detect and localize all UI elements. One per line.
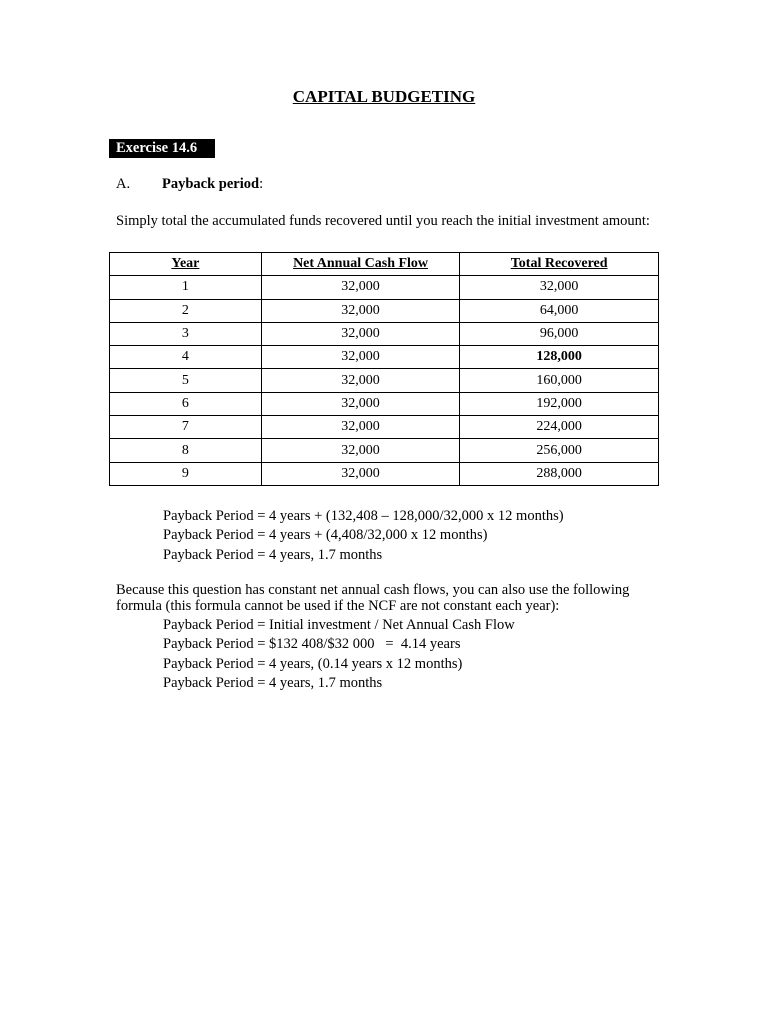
section-name: Payback period — [162, 176, 260, 192]
column-header-year: Year — [110, 253, 262, 276]
year-cell: 3 — [110, 322, 262, 345]
total-recovered-cell: 288,000 — [460, 462, 659, 485]
formula-line: Payback Period = 4 years, (0.14 years x 12 months) — [163, 655, 463, 672]
column-header-total-recovered: Total Recovered — [460, 253, 659, 276]
cash-flow-cell: 32,000 — [261, 346, 460, 369]
section-heading — [116, 175, 263, 193]
table-row — [110, 416, 659, 439]
table-row — [110, 299, 659, 322]
table-row — [110, 276, 659, 299]
year-cell: 7 — [110, 416, 262, 439]
total-recovered-cell: 64,000 — [460, 299, 659, 322]
table-header-row — [110, 253, 659, 276]
payback-formula — [163, 616, 515, 693]
exercise-label: Exercise 14.6 — [109, 139, 215, 158]
constant-cash-flow-note: Because this question has constant net annual cash flows, you can also use the following formula (this formula cannot be used if the NCF are not constant each year): — [116, 582, 630, 614]
table-row — [110, 369, 659, 392]
formula-line: Payback Period = 4 years, 1.7 months — [163, 674, 383, 691]
year-cell: 5 — [110, 369, 262, 392]
year-cell: 6 — [110, 392, 262, 415]
year-cell: 8 — [110, 439, 262, 462]
payback-table — [109, 252, 659, 486]
formula-line: Payback Period = $132 408/$32 000 = 4.14 years — [163, 636, 461, 653]
cash-flow-cell: 32,000 — [261, 416, 460, 439]
section-suffix: : — [259, 176, 264, 192]
total-recovered-cell: 96,000 — [460, 322, 659, 345]
section-letter: A. — [116, 176, 131, 192]
table-row — [110, 322, 659, 345]
calculation-line: Payback Period = 4 years + (4,408/32,000 x 12 months) — [163, 527, 488, 544]
page-title: CAPITAL BUDGETING — [292, 87, 476, 106]
calculation-line: Payback Period = 4 years, 1.7 months — [163, 546, 383, 563]
year-cell: 9 — [110, 462, 262, 485]
year-cell: 4 — [110, 346, 262, 369]
cash-flow-cell: 32,000 — [261, 439, 460, 462]
formula-line: Payback Period = Initial investment / Net Annual Cash Flow — [163, 617, 515, 633]
cash-flow-cell: 32,000 — [261, 369, 460, 392]
year-cell: 1 — [110, 276, 262, 299]
intro-text: Simply total the accumulated funds recovered until you reach the initial investment amount: — [116, 213, 650, 229]
payback-calculation — [163, 507, 564, 565]
cash-flow-cell: 32,000 — [261, 392, 460, 415]
cash-flow-cell: 32,000 — [261, 299, 460, 322]
column-header-net-annual-cash-flow: Net Annual Cash Flow — [261, 253, 460, 276]
total-recovered-cell: 32,000 — [460, 276, 659, 299]
total-recovered-cell-highlight: 128,000 — [460, 346, 659, 369]
calculation-line: Payback Period = 4 years + (132,408 – 128,000/32,000 x 12 months) — [163, 508, 564, 524]
table-row — [110, 392, 659, 415]
table-row — [110, 346, 659, 369]
total-recovered-cell: 224,000 — [460, 416, 659, 439]
total-recovered-cell: 160,000 — [460, 369, 659, 392]
total-recovered-cell: 256,000 — [460, 439, 659, 462]
cash-flow-cell: 32,000 — [261, 276, 460, 299]
table-row — [110, 439, 659, 462]
cash-flow-cell: 32,000 — [261, 462, 460, 485]
cash-flow-cell: 32,000 — [261, 322, 460, 345]
total-recovered-cell: 192,000 — [460, 392, 659, 415]
year-cell: 2 — [110, 299, 262, 322]
table-row — [110, 462, 659, 485]
